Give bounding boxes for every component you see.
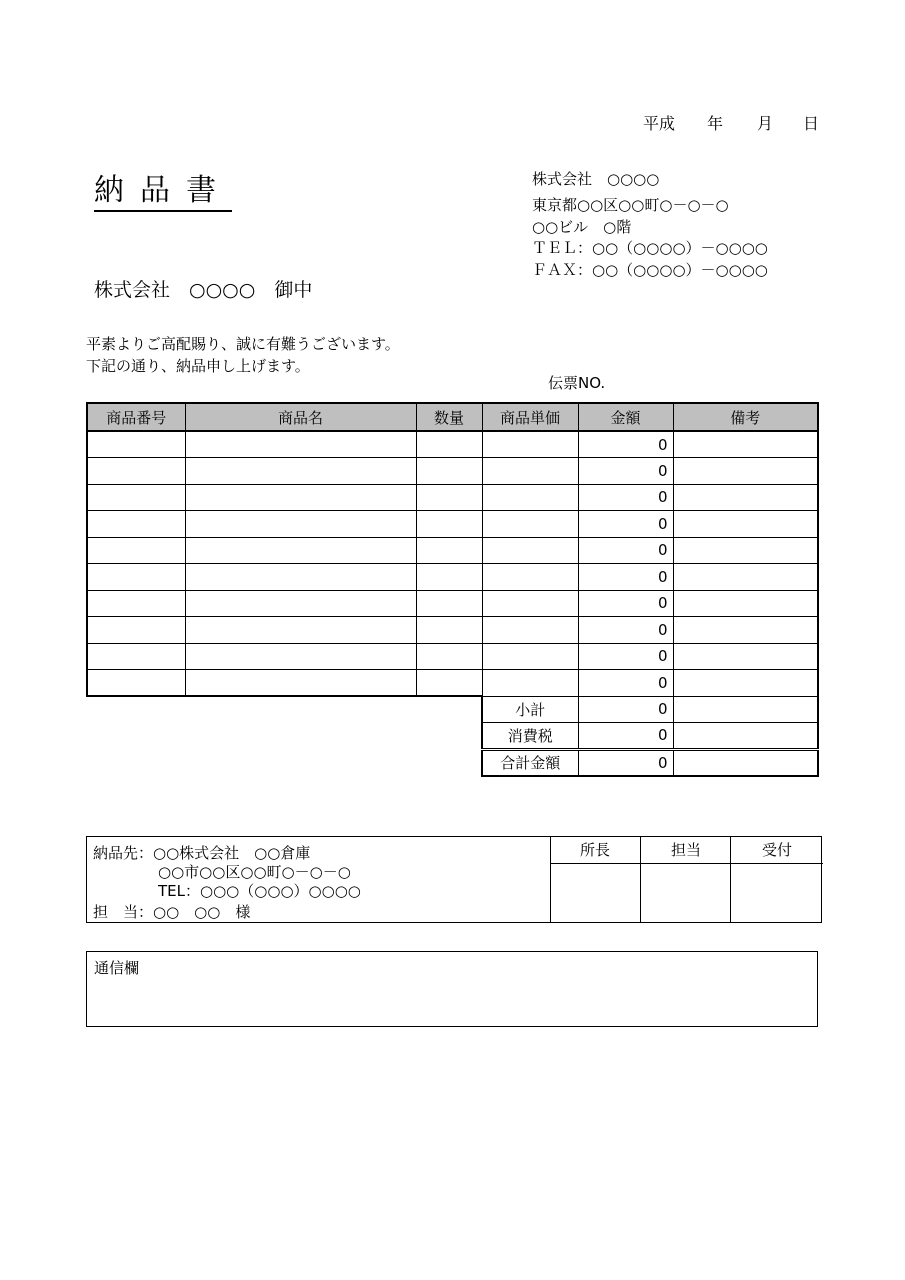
tax-label: 消費税 [482,723,578,750]
header-item-name: 商品名 [185,403,416,431]
cell-item-name[interactable] [185,458,416,485]
cell-remarks[interactable] [673,643,818,670]
cell-quantity[interactable] [416,537,482,564]
sender-tel: ＴＥＬ：○○（○○○○）－○○○○ [532,239,768,257]
cell-amount[interactable]: 0 [578,537,673,564]
cell-amount[interactable]: 0 [578,511,673,538]
cell-amount[interactable]: 0 [578,458,673,485]
cell-quantity[interactable] [416,458,482,485]
document-title: 納品書 [94,172,232,212]
stamp-person-in-charge[interactable] [640,837,731,922]
cell-item-number[interactable] [87,643,185,670]
approval-stamps [550,837,823,922]
stamp-person-in-charge-label: 担当 [641,837,731,864]
cell-amount[interactable]: 0 [578,484,673,511]
cell-item-name[interactable] [185,431,416,458]
tax-row [87,723,818,750]
memo-box[interactable] [86,951,818,1027]
date-era: 平成 [643,114,676,133]
sender-building: ○○ビル ○階 [532,218,632,236]
header-item-number: 商品番号 [87,403,185,431]
cell-unit-price[interactable] [482,511,578,538]
cell-quantity[interactable] [416,643,482,670]
total-value[interactable]: 0 [578,749,673,776]
cell-item-number[interactable] [87,484,185,511]
table-row [87,564,818,591]
cell-unit-price[interactable] [482,431,578,458]
cell-item-number[interactable] [87,617,185,644]
memo-label: 通信欄 [94,959,140,977]
delivery-address: ○○市○○区○○町○－○－○ [158,863,351,881]
cell-unit-price[interactable] [482,617,578,644]
total-row [87,749,818,776]
cell-remarks[interactable] [673,484,818,511]
date-year: 年 [707,114,724,133]
cell-quantity[interactable] [416,511,482,538]
subtotal-remarks[interactable] [673,696,818,723]
date-month: 月 [757,114,774,133]
greeting-line-2: 下記の通り、納品申し上げます。 [86,357,310,375]
date-day: 日 [803,114,820,133]
cell-unit-price[interactable] [482,564,578,591]
cell-amount[interactable]: 0 [578,643,673,670]
total-label: 合計金額 [482,749,578,776]
header-remarks: 備考 [673,403,818,431]
stamp-reception-label: 受付 [731,837,823,864]
cell-unit-price[interactable] [482,458,578,485]
cell-item-number[interactable] [87,564,185,591]
header-quantity: 数量 [416,403,482,431]
cell-item-number[interactable] [87,537,185,564]
sender-address: 東京都○○区○○町○－○－○ [532,196,729,214]
sender-fax: ＦＡＸ：○○（○○○○）－○○○○ [532,261,768,279]
cell-item-name[interactable] [185,643,416,670]
table-row [87,670,818,697]
stamp-manager-label: 所長 [550,837,640,864]
delivery-destination: 納品先：○○株式会社 ○○倉庫 [93,844,311,862]
cell-remarks[interactable] [673,458,818,485]
cell-item-number[interactable] [87,670,185,697]
cell-item-name[interactable] [185,511,416,538]
table-row [87,617,818,644]
subtotal-value[interactable]: 0 [578,696,673,723]
slip-number-label: 伝票NO. [548,374,606,392]
cell-quantity[interactable] [416,617,482,644]
total-remarks[interactable] [673,749,818,776]
sender-company: 株式会社 ○○○○ [532,170,660,188]
cell-quantity[interactable] [416,670,482,697]
cell-unit-price[interactable] [482,537,578,564]
header-amount: 金額 [578,403,673,431]
cell-quantity[interactable] [416,484,482,511]
tax-value[interactable]: 0 [578,723,673,750]
cell-item-name[interactable] [185,617,416,644]
recipient-name: 株式会社 ○○○○ 御中 [94,279,313,301]
cell-remarks[interactable] [673,431,818,458]
table-row [87,484,818,511]
cell-amount[interactable]: 0 [578,670,673,697]
subtotal-row [87,696,818,723]
cell-remarks[interactable] [673,670,818,697]
cell-item-number[interactable] [87,511,185,538]
cell-unit-price[interactable] [482,670,578,697]
cell-unit-price[interactable] [482,590,578,617]
cell-item-name[interactable] [185,590,416,617]
table-header-row [87,403,818,431]
cell-remarks[interactable] [673,511,818,538]
cell-amount[interactable]: 0 [578,564,673,591]
cell-remarks[interactable] [673,564,818,591]
table-row [87,643,818,670]
stamp-manager[interactable] [550,837,640,922]
cell-item-name[interactable] [185,670,416,697]
cell-amount[interactable]: 0 [578,617,673,644]
cell-remarks[interactable] [673,617,818,644]
table-row [87,458,818,485]
table-row [87,431,818,458]
subtotal-label: 小計 [482,696,578,723]
cell-quantity[interactable] [416,431,482,458]
cell-quantity[interactable] [416,590,482,617]
cell-item-number[interactable] [87,590,185,617]
cell-remarks[interactable] [673,590,818,617]
table-row [87,590,818,617]
cell-unit-price[interactable] [482,484,578,511]
cell-quantity[interactable] [416,564,482,591]
cell-item-number[interactable] [87,458,185,485]
table-row [87,537,818,564]
delivery-box [86,836,822,923]
cell-amount[interactable]: 0 [578,431,673,458]
cell-item-name[interactable] [185,484,416,511]
cell-amount[interactable]: 0 [578,590,673,617]
delivery-tel: TEL：○○○（○○○）○○○○ [158,882,361,900]
header-unit-price: 商品単価 [482,403,578,431]
cell-item-name[interactable] [185,564,416,591]
tax-remarks[interactable] [673,723,818,750]
cell-unit-price[interactable] [482,643,578,670]
delivery-contact: 担 当：○○ ○○ 様 [93,903,251,921]
table-row [87,511,818,538]
cell-remarks[interactable] [673,537,818,564]
greeting-line-1: 平素よりご高配賜り、誠に有難うございます。 [86,335,400,353]
cell-item-number[interactable] [87,431,185,458]
items-table [86,402,819,777]
cell-item-name[interactable] [185,537,416,564]
stamp-reception[interactable] [730,837,823,922]
